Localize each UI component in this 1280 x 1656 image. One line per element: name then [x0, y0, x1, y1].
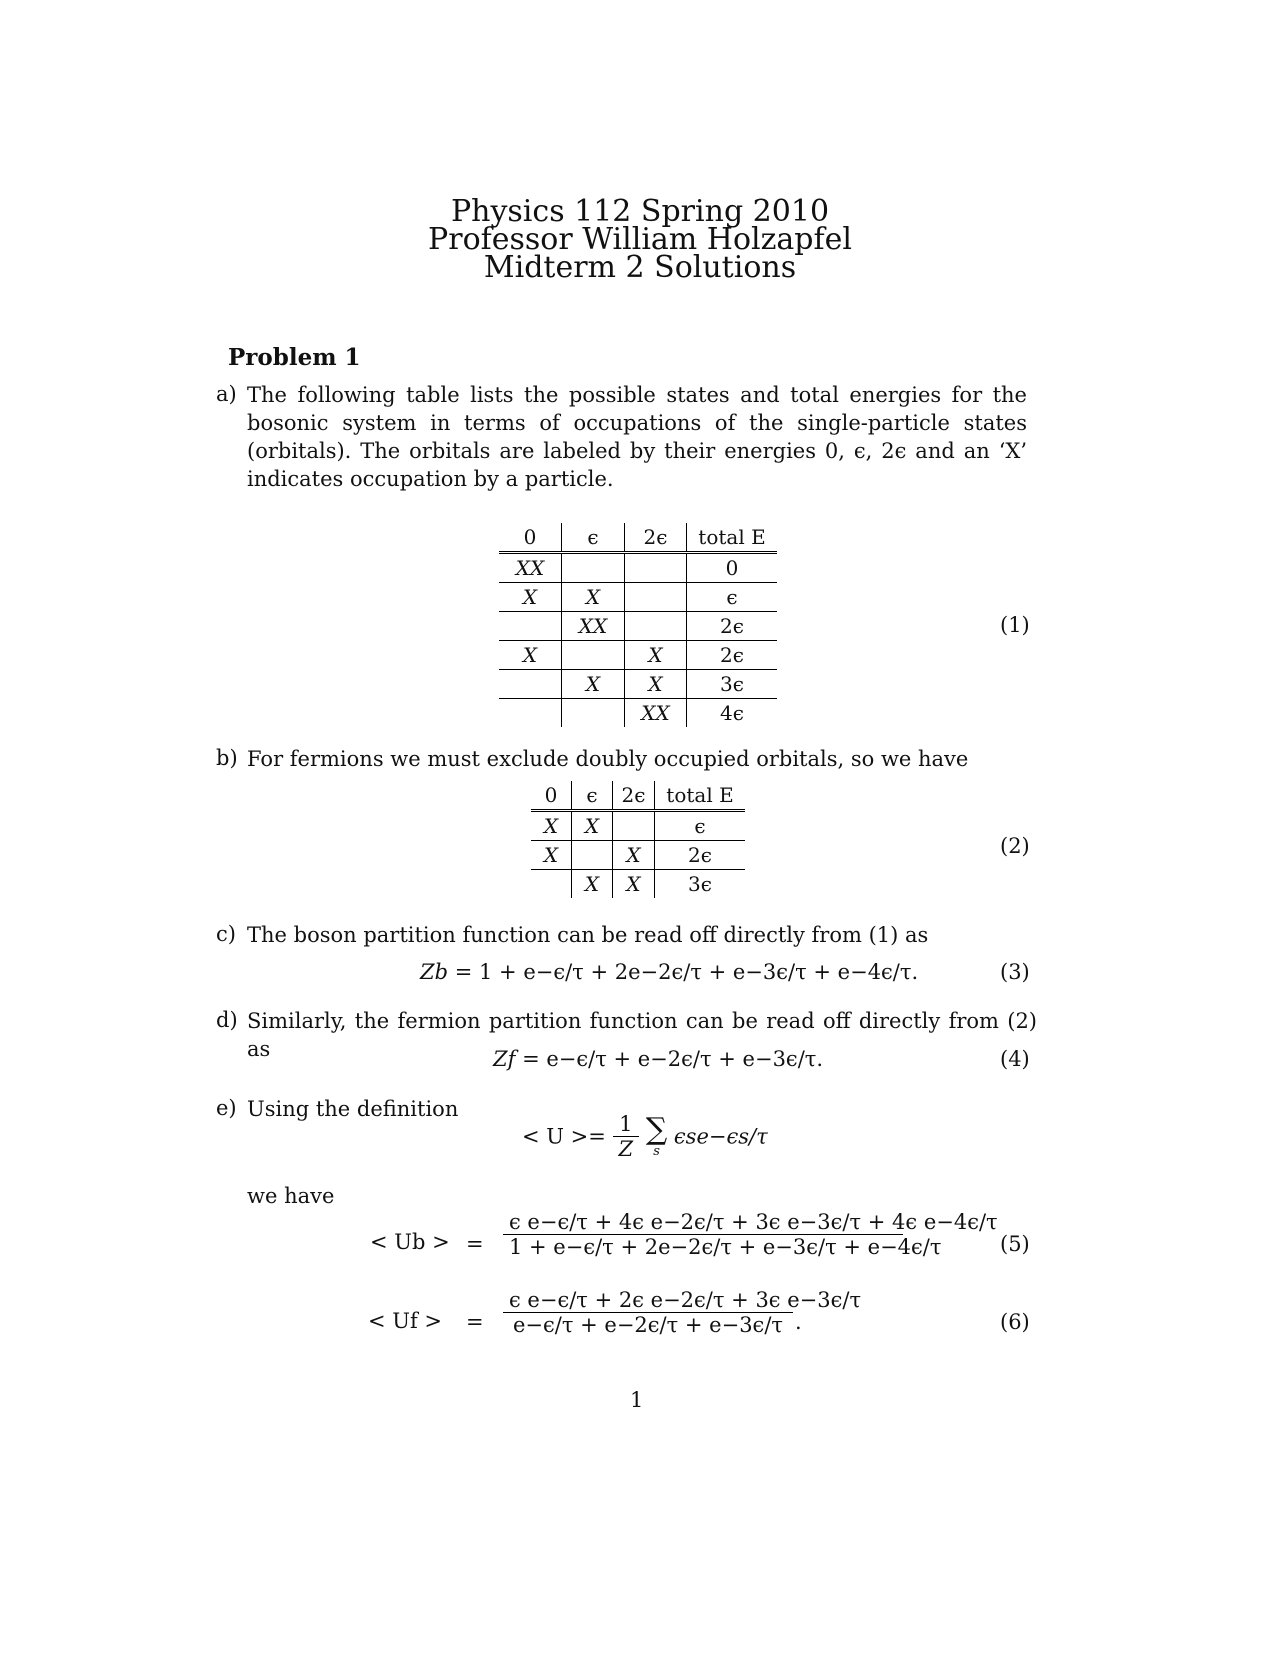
part-a-label: a) — [216, 382, 237, 406]
eq-number-1: (1) — [1000, 613, 1030, 637]
boson-table — [499, 523, 777, 727]
doc-title-course: Physics 112 Spring 2010 — [450, 194, 830, 229]
fermion-header-eps: ϵ — [572, 781, 613, 811]
table-row: X X ϵ — [499, 583, 777, 612]
uf-fraction — [503, 1288, 862, 1337]
eq-number-4: (4) — [1000, 1047, 1030, 1071]
fermion-partition-function: Zf = e−ϵ/τ + e−2ϵ/τ + e−3ϵ/τ. — [493, 1047, 824, 1071]
part-a-text: The following table lists the possible states and total energies for the bosonic system in terms of occupations of the single-particle states (orbitals). The orbitals are labeled by their energies 0, ϵ, 2ϵ and an ‘X’ indicates occupation by a particle. — [247, 383, 1027, 491]
part-b-text: For fermions we must exclude doubly occupied orbitals, so we have — [247, 747, 969, 771]
boson-header-total: total E — [687, 523, 778, 553]
table-row: X X ϵ — [531, 811, 745, 841]
energy-definition: < U >= $\frac{1}{Z}$ ∑ s ϵse−ϵs/τ — [522, 1111, 768, 1161]
eq-number-2: (2) — [1000, 834, 1030, 858]
part-e-text: Using the definition — [247, 1097, 459, 1121]
we-have-text: we have — [247, 1184, 335, 1208]
table-row: XX 4ϵ — [499, 699, 777, 728]
doc-title-subtitle: Midterm 2 Solutions — [483, 250, 797, 285]
problem-heading: Problem 1 — [228, 344, 361, 371]
uf-lhs: < Uf > — [368, 1309, 443, 1333]
fermion-header-0: 0 — [531, 781, 572, 811]
ub-numerator: ϵ e−ϵ/τ + 4ϵ e−2ϵ/τ + 3ϵ e−3ϵ/τ + 4ϵ e−4ϵ/τ — [509, 1210, 998, 1234]
fermion-table — [531, 781, 745, 898]
boson-header-2eps: 2ϵ — [625, 523, 687, 553]
part-d-label: d) — [216, 1008, 238, 1032]
table-row: XX 0 — [499, 553, 777, 583]
doc-title-professor: Professor William Holzapfel — [428, 222, 852, 257]
boson-header-eps: ϵ — [562, 523, 625, 553]
part-c-text: The boson partition function can be read off directly from (1) as — [247, 923, 929, 947]
boson-header-0: 0 — [499, 523, 562, 553]
table-row: X X 3ϵ — [499, 670, 777, 699]
table-row: X X 2ϵ — [531, 841, 745, 870]
uf-equals: = — [466, 1310, 484, 1334]
page-number: 1 — [630, 1388, 644, 1412]
eq-number-3: (3) — [1000, 960, 1030, 984]
fermion-header-total: total E — [655, 781, 746, 811]
ub-equals: = — [466, 1232, 484, 1256]
part-e-label: e) — [216, 1096, 237, 1120]
table-row: X X 2ϵ — [499, 641, 777, 670]
uf-period: . — [795, 1310, 802, 1334]
part-d-text: Similarly, the fermion partition function can be read off directly from (2) as — [247, 1009, 1037, 1061]
eq-number-5: (5) — [1000, 1232, 1030, 1256]
table-row: X X 3ϵ — [531, 870, 745, 899]
eq-number-6: (6) — [1000, 1310, 1030, 1334]
boson-partition-function: Zb = 1 + e−ϵ/τ + 2e−2ϵ/τ + e−3ϵ/τ + e−4ϵ/τ. — [420, 960, 919, 984]
fermion-header-2eps: 2ϵ — [613, 781, 655, 811]
part-b-label: b) — [216, 746, 238, 770]
ub-lhs: < Ub > — [370, 1230, 450, 1254]
ub-fraction — [503, 1210, 998, 1259]
uf-denominator: e−ϵ/τ + e−2ϵ/τ + e−3ϵ/τ — [503, 1312, 793, 1337]
part-c-label: c) — [216, 922, 236, 946]
ub-denominator: 1 + e−ϵ/τ + 2e−2ϵ/τ + e−3ϵ/τ + e−4ϵ/τ — [503, 1234, 903, 1259]
table-row: XX 2ϵ — [499, 612, 777, 641]
uf-numerator: ϵ e−ϵ/τ + 2ϵ e−2ϵ/τ + 3ϵ e−3ϵ/τ — [509, 1288, 862, 1312]
